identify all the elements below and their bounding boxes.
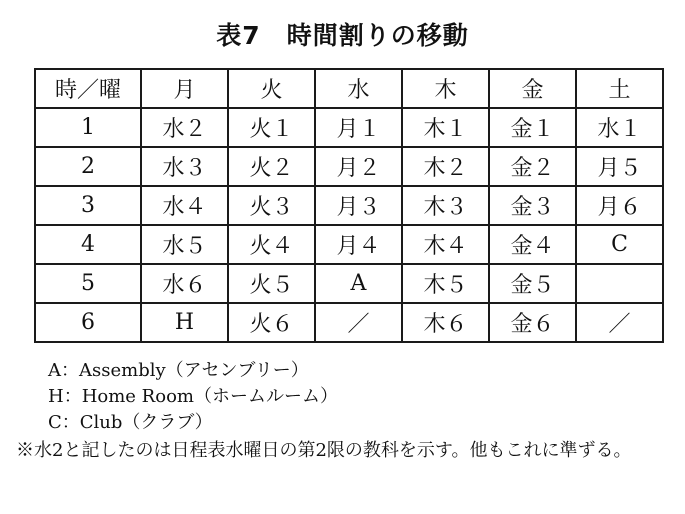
table-cell: 水２ [141, 108, 228, 147]
period-cell: 1 [35, 108, 141, 147]
table-cell: 水６ [141, 264, 228, 303]
table-cell: C [576, 225, 663, 264]
table-cell: 月３ [315, 186, 402, 225]
table-cell: 金１ [489, 108, 576, 147]
header-cell-tue: 火 [228, 69, 315, 108]
table-cell: 月１ [315, 108, 402, 147]
table-row [35, 108, 663, 147]
table-cell: 火１ [228, 108, 315, 147]
period-cell: 5 [35, 264, 141, 303]
table-cell: 火６ [228, 303, 315, 342]
table-cell: 木３ [402, 186, 489, 225]
table-row [35, 303, 663, 342]
table-title: 表7 時間割りの移動 [216, 21, 469, 50]
table-cell: 月２ [315, 147, 402, 186]
header-cell-period-day: 時／曜 [35, 69, 141, 108]
header-cell-thu: 木 [402, 69, 489, 108]
table-cell: 金５ [489, 264, 576, 303]
legend-notes [0, 358, 685, 464]
period-cell: 3 [35, 186, 141, 225]
table-row [35, 147, 663, 186]
legend-club: C：Club（クラブ） [48, 412, 213, 433]
period-cell: 2 [35, 147, 141, 186]
table-cell: 月６ [576, 186, 663, 225]
table-cell: 金４ [489, 225, 576, 264]
table-cell: 水１ [576, 108, 663, 147]
table-cell: 金６ [489, 303, 576, 342]
table-row [35, 264, 663, 303]
table-cell: A [315, 264, 402, 303]
table-cell: 火４ [228, 225, 315, 264]
legend-assembly: A：Assembly（アセンブリー） [48, 360, 309, 381]
header-cell-mon: 月 [141, 69, 228, 108]
table-cell: ／ [576, 303, 663, 342]
table-cell: 火５ [228, 264, 315, 303]
table-cell: 金２ [489, 147, 576, 186]
timetable [34, 68, 664, 343]
table-cell: 木１ [402, 108, 489, 147]
table-cell: H [141, 303, 228, 342]
table-row [35, 186, 663, 225]
table-cell: 水４ [141, 186, 228, 225]
period-cell: 4 [35, 225, 141, 264]
table-cell: 木２ [402, 147, 489, 186]
table-cell: 火２ [228, 147, 315, 186]
legend-home-room: H：Home Room（ホームルーム） [48, 386, 338, 407]
table-cell: 金３ [489, 186, 576, 225]
remark-note: ※水2と記したのは日程表水曜日の第2限の教科を示す。他もこれに準ずる。 [16, 440, 632, 461]
table-row [35, 225, 663, 264]
table-cell: 木６ [402, 303, 489, 342]
table-cell: 月４ [315, 225, 402, 264]
header-cell-sat: 土 [576, 69, 663, 108]
table-cell: ／ [315, 303, 402, 342]
table-cell: 木５ [402, 264, 489, 303]
period-cell: 6 [35, 303, 141, 342]
header-row [35, 69, 663, 108]
table-cell: 水３ [141, 147, 228, 186]
table-cell: 月５ [576, 147, 663, 186]
header-cell-fri: 金 [489, 69, 576, 108]
table-cell: 水５ [141, 225, 228, 264]
table-cell [576, 264, 663, 303]
header-cell-wed: 水 [315, 69, 402, 108]
table-cell: 木４ [402, 225, 489, 264]
table-cell: 火３ [228, 186, 315, 225]
